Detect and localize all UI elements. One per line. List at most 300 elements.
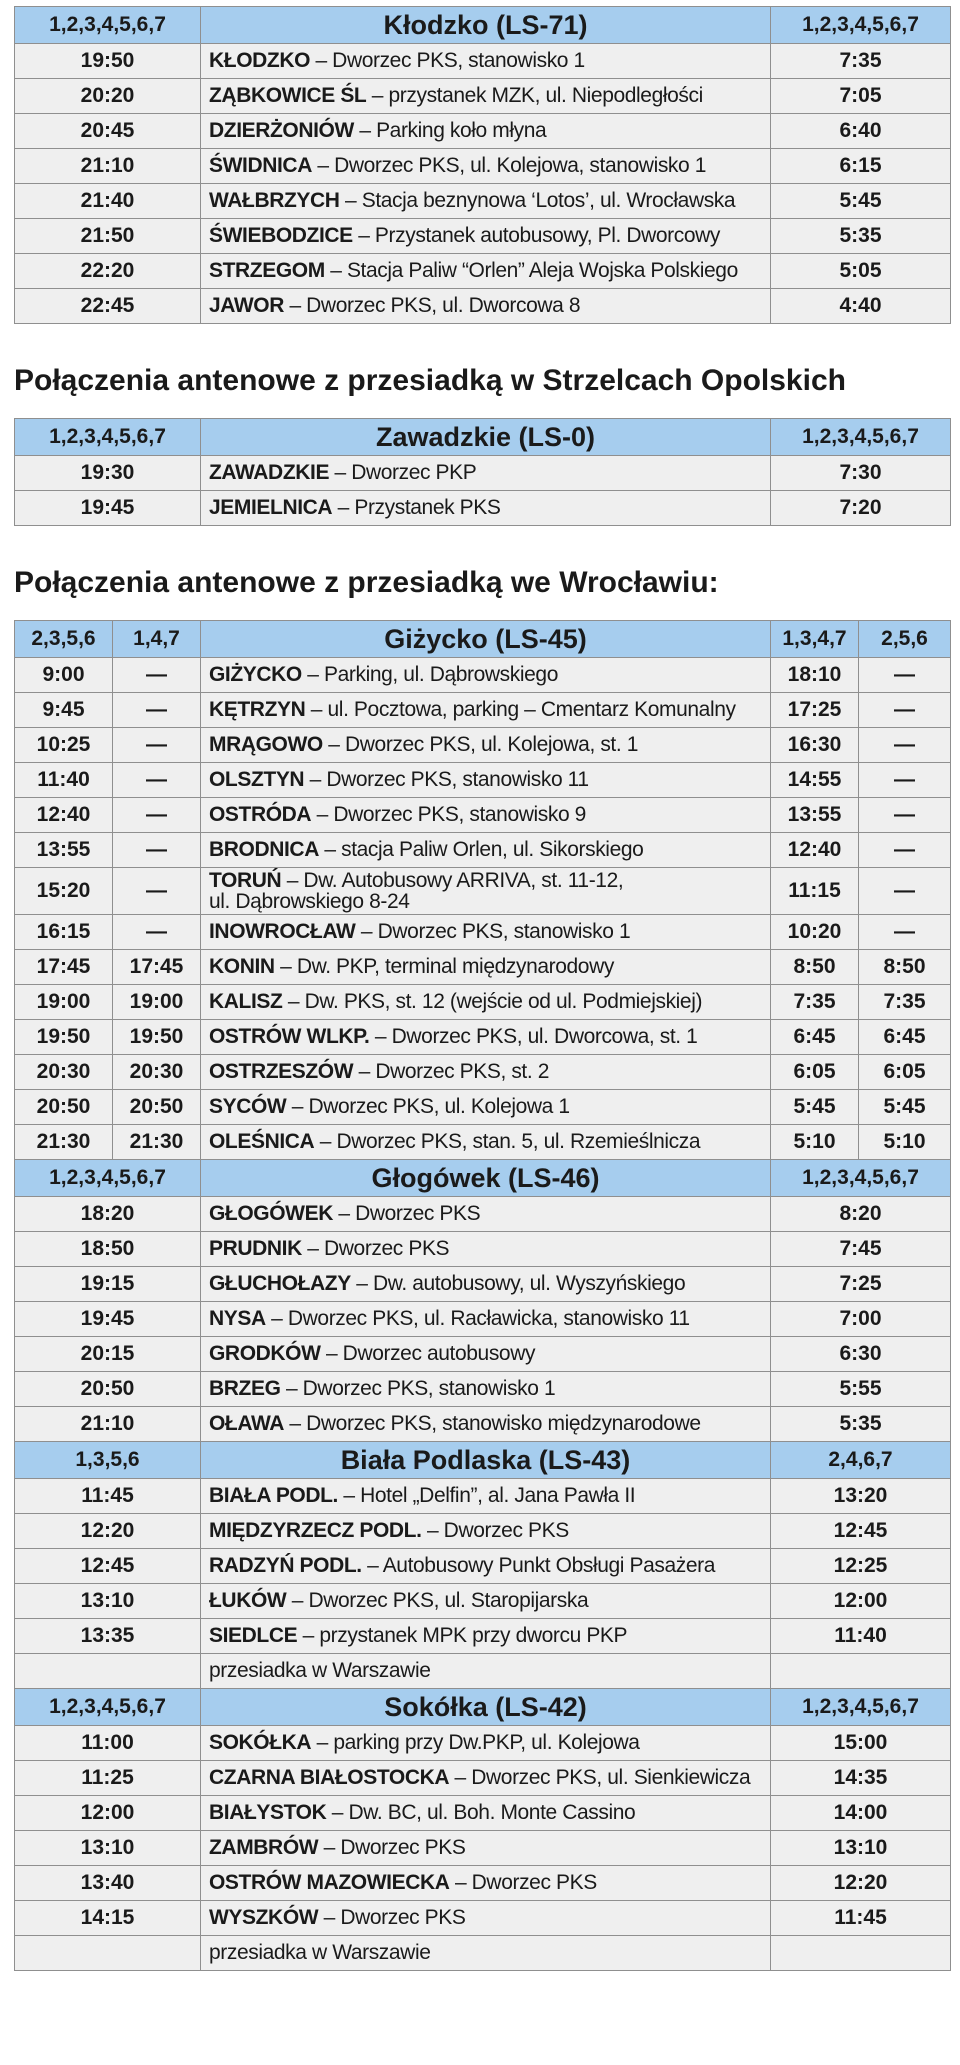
departure-time: 21:40 bbox=[15, 184, 201, 219]
time-b: 17:45 bbox=[113, 950, 201, 985]
time-a: 11:40 bbox=[15, 763, 113, 798]
departure-time: 21:50 bbox=[15, 219, 201, 254]
route-title: Sokółka (LS-42) bbox=[201, 1689, 771, 1726]
stop-details: – Dworzec PKS, ul. Kolejowa, stanowisko 1 bbox=[311, 154, 707, 177]
time-c: 7:35 bbox=[771, 985, 859, 1020]
stop-cell bbox=[201, 833, 771, 868]
departure-time: 19:45 bbox=[15, 1302, 201, 1337]
stop-cell bbox=[201, 1514, 771, 1549]
days-right: 1,2,3,4,5,6,7 bbox=[771, 1160, 951, 1197]
stop-name: ZAWADZKIE bbox=[209, 461, 330, 484]
stop-details: – Hotel „Delfin”, al. Jana Pawła II bbox=[337, 1484, 636, 1507]
time-a: 19:00 bbox=[15, 985, 113, 1020]
stop-cell bbox=[201, 1197, 771, 1232]
stop-cell bbox=[201, 456, 771, 491]
time-a: 12:40 bbox=[15, 798, 113, 833]
stop-details: – Dworzec PKS, ul. Kolejowa 1 bbox=[286, 1095, 570, 1118]
days-c: 1,3,4,7 bbox=[771, 621, 859, 658]
stop-name: OSTRÓW MAZOWIECKA bbox=[209, 1871, 450, 1894]
route-title: Głogówek (LS-46) bbox=[201, 1160, 771, 1197]
days-left: 1,2,3,4,5,6,7 bbox=[15, 419, 201, 456]
days-a: 2,3,5,6 bbox=[15, 621, 113, 658]
table-row bbox=[15, 219, 951, 254]
stop-details: – Dw. BC, ul. Boh. Monte Cassino bbox=[326, 1801, 636, 1824]
stop-details: – Dworzec PKS, st. 2 bbox=[353, 1060, 550, 1083]
time-c: 16:30 bbox=[771, 728, 859, 763]
stop-details: – Dworzec PKS bbox=[318, 1836, 466, 1859]
return-time: 8:20 bbox=[771, 1197, 951, 1232]
stop-name: CZARNA BIAŁOSTOCKA bbox=[209, 1766, 450, 1789]
table-row bbox=[15, 1232, 951, 1267]
no-service-dash: — bbox=[113, 728, 201, 763]
stop-cell bbox=[201, 658, 771, 693]
stop-name: OLSZTYN bbox=[209, 768, 305, 791]
time-d: 5:10 bbox=[859, 1125, 951, 1160]
table-row bbox=[15, 114, 951, 149]
return-time: 6:30 bbox=[771, 1337, 951, 1372]
departure-time: 20:50 bbox=[15, 1372, 201, 1407]
stop-name: GIŻYCKO bbox=[209, 663, 302, 686]
time-c: 10:20 bbox=[771, 915, 859, 950]
time-d: 8:50 bbox=[859, 950, 951, 985]
stop-name: ZAMBRÓW bbox=[209, 1836, 319, 1859]
stop-name: BIAŁA PODL. bbox=[209, 1484, 338, 1507]
table-row bbox=[15, 950, 951, 985]
stop-cell bbox=[201, 44, 771, 79]
table-row bbox=[15, 1267, 951, 1302]
return-time: 13:10 bbox=[771, 1831, 951, 1866]
table-row bbox=[15, 289, 951, 324]
route-title: Zawadzkie (LS-0) bbox=[201, 419, 771, 456]
stop-details: – Dworzec PKS, ul. Dworcowa, st. 1 bbox=[369, 1025, 698, 1048]
stop-details: – Stacja Paliw “Orlen” Aleja Wojska Polskiego bbox=[324, 259, 738, 282]
return-time: 12:00 bbox=[771, 1584, 951, 1619]
departure-time: 13:35 bbox=[15, 1619, 201, 1654]
table-row bbox=[15, 491, 951, 526]
departure-time: 19:15 bbox=[15, 1267, 201, 1302]
no-service-dash: — bbox=[859, 798, 951, 833]
stop-cell bbox=[201, 1549, 771, 1584]
table-row bbox=[15, 1549, 951, 1584]
stop-cell bbox=[201, 254, 771, 289]
departure-time: 20:20 bbox=[15, 79, 201, 114]
stop-cell bbox=[201, 184, 771, 219]
table-row bbox=[15, 254, 951, 289]
departure-time: 19:30 bbox=[15, 456, 201, 491]
stop-cell bbox=[201, 728, 771, 763]
time-b: 19:50 bbox=[113, 1020, 201, 1055]
return-time: 4:40 bbox=[771, 289, 951, 324]
time-b: 20:30 bbox=[113, 1055, 201, 1090]
route-header bbox=[15, 419, 951, 456]
stop-details: – Autobusowy Punkt Obsługi Pasażera bbox=[361, 1554, 716, 1577]
time-d: 5:45 bbox=[859, 1090, 951, 1125]
no-service-dash: — bbox=[113, 833, 201, 868]
time-a: 17:45 bbox=[15, 950, 113, 985]
stop-name: SOKÓŁKA bbox=[209, 1731, 312, 1754]
departure-time: 13:40 bbox=[15, 1866, 201, 1901]
stop-details: – Dworzec PKS bbox=[421, 1519, 569, 1542]
stop-cell bbox=[201, 985, 771, 1020]
transfer-note: przesiadka w Warszawie bbox=[201, 1654, 771, 1689]
stop-details: – Dworzec PKS bbox=[301, 1237, 450, 1260]
stop-name: STRZEGOM bbox=[209, 259, 325, 282]
stop-cell bbox=[201, 1761, 771, 1796]
departure-time: 22:20 bbox=[15, 254, 201, 289]
stop-name: KONIN bbox=[209, 955, 275, 978]
table-row bbox=[15, 868, 951, 915]
table-row bbox=[15, 763, 951, 798]
stop-name: INOWROCŁAW bbox=[209, 920, 356, 943]
time-a: 15:20 bbox=[15, 868, 113, 915]
departure-time: 20:15 bbox=[15, 1337, 201, 1372]
time-c: 11:15 bbox=[771, 868, 859, 915]
stop-cell bbox=[201, 915, 771, 950]
stop-name: MRĄGOWO bbox=[209, 733, 323, 756]
stop-details: – Dw. PKS, st. 12 (wejście od ul. Podmiejskiej) bbox=[282, 990, 703, 1013]
stop-name: OŁAWA bbox=[209, 1412, 284, 1435]
route-title: Giżycko (LS-45) bbox=[201, 621, 771, 658]
return-time: 7:05 bbox=[771, 79, 951, 114]
days-left: 1,2,3,4,5,6,7 bbox=[15, 7, 201, 44]
table-row bbox=[15, 915, 951, 950]
stop-name: ZĄBKOWICE ŚL bbox=[209, 84, 367, 107]
route-header bbox=[15, 1689, 951, 1726]
stop-name: OLEŚNICA bbox=[209, 1130, 315, 1153]
stop-cell bbox=[201, 1901, 771, 1936]
table-row bbox=[15, 1584, 951, 1619]
stop-cell bbox=[201, 693, 771, 728]
departure-time: 11:45 bbox=[15, 1479, 201, 1514]
stop-cell bbox=[201, 1302, 771, 1337]
stop-cell bbox=[201, 798, 771, 833]
table-row-note bbox=[15, 1936, 951, 1971]
stop-cell bbox=[201, 1125, 771, 1160]
route-header bbox=[15, 1160, 951, 1197]
table-row bbox=[15, 184, 951, 219]
stop-details: – przystanek MPK przy dworcu PKP bbox=[297, 1624, 628, 1647]
stop-details: – Dworzec PKS bbox=[449, 1871, 597, 1894]
table-row bbox=[15, 1302, 951, 1337]
departure-time: 12:20 bbox=[15, 1514, 201, 1549]
table-row bbox=[15, 1514, 951, 1549]
stop-cell bbox=[201, 149, 771, 184]
time-c: 5:45 bbox=[771, 1090, 859, 1125]
stop-details: – Stacja beznynowa ‘Lotos’, ul. Wrocławska bbox=[339, 189, 736, 212]
stop-cell bbox=[201, 491, 771, 526]
stop-cell bbox=[201, 1232, 771, 1267]
stop-name: WYSZKÓW bbox=[209, 1906, 319, 1929]
departure-time: 11:00 bbox=[15, 1726, 201, 1761]
route-header bbox=[15, 1442, 951, 1479]
return-time: 11:40 bbox=[771, 1619, 951, 1654]
stop-details: – Przystanek PKS bbox=[332, 496, 501, 519]
stop-details: – Przystanek autobusowy, Pl. Dworcowy bbox=[352, 224, 721, 247]
return-time: 5:45 bbox=[771, 184, 951, 219]
stop-name: SYCÓW bbox=[209, 1095, 287, 1118]
stop-name: KĘTRZYN bbox=[209, 698, 306, 721]
no-service-dash: — bbox=[859, 728, 951, 763]
departure-time: 21:10 bbox=[15, 149, 201, 184]
stop-details: – Dworzec PKS, stanowisko 1 bbox=[355, 920, 631, 943]
time-c: 6:05 bbox=[771, 1055, 859, 1090]
stop-details: – Dworzec PKS, stanowisko międzynarodowe bbox=[284, 1412, 701, 1435]
table-row bbox=[15, 1125, 951, 1160]
return-time: 5:55 bbox=[771, 1372, 951, 1407]
stop-name: NYSA bbox=[209, 1307, 266, 1330]
stop-name: DZIERŻONIÓW bbox=[209, 119, 354, 142]
stop-cell bbox=[201, 1267, 771, 1302]
no-service-dash: — bbox=[113, 915, 201, 950]
time-a: 10:25 bbox=[15, 728, 113, 763]
table-row bbox=[15, 1901, 951, 1936]
stop-details: – Parking koło młyna bbox=[353, 119, 547, 142]
return-time: 7:35 bbox=[771, 44, 951, 79]
stop-cell bbox=[201, 219, 771, 254]
stop-name: PRUDNIK bbox=[209, 1237, 302, 1260]
stop-details: – ul. Pocztowa, parking – Cmentarz Komunalny bbox=[305, 698, 736, 721]
table-row bbox=[15, 1372, 951, 1407]
table-row bbox=[15, 1866, 951, 1901]
table-row bbox=[15, 833, 951, 868]
stop-details: – Dworzec PKS, ul. Dworcowa 8 bbox=[284, 294, 581, 317]
time-c: 8:50 bbox=[771, 950, 859, 985]
no-service-dash: — bbox=[113, 798, 201, 833]
departure-time: 22:45 bbox=[15, 289, 201, 324]
stop-details: – Dworzec PKS bbox=[332, 1202, 481, 1225]
no-service-dash: — bbox=[113, 868, 201, 915]
departure-time: 18:20 bbox=[15, 1197, 201, 1232]
table-row bbox=[15, 1479, 951, 1514]
return-time: 5:35 bbox=[771, 1407, 951, 1442]
table-row bbox=[15, 985, 951, 1020]
stop-details: – Dworzec PKS, ul. Staropijarska bbox=[286, 1589, 589, 1612]
stop-details: – Dworzec PKS, ul. Kolejowa, st. 1 bbox=[322, 733, 638, 756]
days-left: 1,3,5,6 bbox=[15, 1442, 201, 1479]
stop-details-line2: ul. Dąbrowskiego 8-24 bbox=[209, 890, 410, 913]
stop-name: KALISZ bbox=[209, 990, 283, 1013]
time-a: 9:00 bbox=[15, 658, 113, 693]
stop-cell bbox=[201, 1796, 771, 1831]
return-time: 5:35 bbox=[771, 219, 951, 254]
return-time: 13:20 bbox=[771, 1479, 951, 1514]
stop-name: OSTRZESZÓW bbox=[209, 1060, 354, 1083]
stop-name: ŚWIEBODZICE bbox=[209, 224, 353, 247]
stop-name: GRODKÓW bbox=[209, 1342, 321, 1365]
time-d: 6:05 bbox=[859, 1055, 951, 1090]
time-c: 14:55 bbox=[771, 763, 859, 798]
time-c: 13:55 bbox=[771, 798, 859, 833]
time-a: 19:50 bbox=[15, 1020, 113, 1055]
stop-name: BRZEG bbox=[209, 1377, 281, 1400]
departure-time: 11:25 bbox=[15, 1761, 201, 1796]
table-row bbox=[15, 1619, 951, 1654]
time-a: 21:30 bbox=[15, 1125, 113, 1160]
stop-name: ŁUKÓW bbox=[209, 1589, 287, 1612]
days-left: 1,2,3,4,5,6,7 bbox=[15, 1689, 201, 1726]
return-time: 7:20 bbox=[771, 491, 951, 526]
stop-name: BIAŁYSTOK bbox=[209, 1801, 327, 1824]
return-time: 12:45 bbox=[771, 1514, 951, 1549]
time-b: 20:50 bbox=[113, 1090, 201, 1125]
time-a: 20:30 bbox=[15, 1055, 113, 1090]
departure-time: 19:45 bbox=[15, 491, 201, 526]
table-row bbox=[15, 79, 951, 114]
return-time: 7:45 bbox=[771, 1232, 951, 1267]
no-service-dash: — bbox=[859, 693, 951, 728]
stop-details: – Dworzec PKS, stanowisko 11 bbox=[304, 768, 589, 791]
table-row bbox=[15, 44, 951, 79]
return-time: 5:05 bbox=[771, 254, 951, 289]
table-row bbox=[15, 658, 951, 693]
time-d: 6:45 bbox=[859, 1020, 951, 1055]
departure-time: 20:45 bbox=[15, 114, 201, 149]
time-c: 5:10 bbox=[771, 1125, 859, 1160]
table-row bbox=[15, 728, 951, 763]
return-time: 7:00 bbox=[771, 1302, 951, 1337]
return-time: 6:40 bbox=[771, 114, 951, 149]
stop-details: – Dworzec autobusowy bbox=[320, 1342, 536, 1365]
time-b: 21:30 bbox=[113, 1125, 201, 1160]
no-service-dash: — bbox=[859, 658, 951, 693]
departure-time: 21:10 bbox=[15, 1407, 201, 1442]
stop-cell bbox=[201, 1407, 771, 1442]
stop-name: OSTRÓDA bbox=[209, 803, 312, 826]
no-service-dash: — bbox=[113, 693, 201, 728]
stop-cell bbox=[201, 1337, 771, 1372]
stop-cell bbox=[201, 79, 771, 114]
time-c: 6:45 bbox=[771, 1020, 859, 1055]
time-a: 9:45 bbox=[15, 693, 113, 728]
stop-cell bbox=[201, 950, 771, 985]
stop-name: WAŁBRZYCH bbox=[209, 189, 340, 212]
time-b: 19:00 bbox=[113, 985, 201, 1020]
stop-cell bbox=[201, 1479, 771, 1514]
table-row bbox=[15, 1055, 951, 1090]
days-right: 1,2,3,4,5,6,7 bbox=[771, 1689, 951, 1726]
time-c: 18:10 bbox=[771, 658, 859, 693]
departure-time: 12:00 bbox=[15, 1796, 201, 1831]
return-time: 12:25 bbox=[771, 1549, 951, 1584]
stop-details: – Dw. autobusowy, ul. Wyszyńskiego bbox=[350, 1272, 686, 1295]
table-row bbox=[15, 1020, 951, 1055]
stop-details: – Dw. PKP, terminal międzynarodowy bbox=[274, 955, 614, 978]
section-title-wroclaw: Połączenia antenowe z przesiadką we Wrocławiu: bbox=[14, 566, 719, 599]
timetable-wroclaw bbox=[14, 620, 951, 1971]
timetable-zawadzkie bbox=[14, 418, 951, 526]
no-service-dash: — bbox=[113, 658, 201, 693]
table-row bbox=[15, 456, 951, 491]
days-left: 1,2,3,4,5,6,7 bbox=[15, 1160, 201, 1197]
table-row bbox=[15, 1796, 951, 1831]
stop-name: GŁUCHOŁAZY bbox=[209, 1272, 351, 1295]
stop-cell bbox=[201, 1866, 771, 1901]
stop-details: – Dworzec PKS, stanowisko 1 bbox=[280, 1377, 556, 1400]
return-time: 15:00 bbox=[771, 1726, 951, 1761]
stop-details: – Dworzec PKP bbox=[329, 461, 477, 484]
return-time: 12:20 bbox=[771, 1866, 951, 1901]
route-title: Biała Podlaska (LS-43) bbox=[201, 1442, 771, 1479]
departure-time: 19:50 bbox=[15, 44, 201, 79]
transfer-note: przesiadka w Warszawie bbox=[201, 1936, 771, 1971]
table-row bbox=[15, 1726, 951, 1761]
route-header bbox=[15, 621, 951, 658]
stop-cell bbox=[201, 1020, 771, 1055]
no-service-dash: — bbox=[859, 763, 951, 798]
stop-cell bbox=[201, 1619, 771, 1654]
departure-time: 12:45 bbox=[15, 1549, 201, 1584]
table-row bbox=[15, 1761, 951, 1796]
stop-name: KŁODZKO bbox=[209, 49, 311, 72]
table-row-note bbox=[15, 1654, 951, 1689]
no-service-dash: — bbox=[859, 868, 951, 915]
stop-cell bbox=[201, 1055, 771, 1090]
time-d: 7:35 bbox=[859, 985, 951, 1020]
stop-details: – Dworzec PKS, ul. Sienkiewicza bbox=[449, 1766, 751, 1789]
stop-name: SIEDLCE bbox=[209, 1624, 298, 1647]
stop-details: – przystanek MZK, ul. Niepodległości bbox=[366, 84, 703, 107]
return-time: 14:00 bbox=[771, 1796, 951, 1831]
route-header bbox=[15, 7, 951, 44]
stop-cell bbox=[201, 1831, 771, 1866]
table-row bbox=[15, 798, 951, 833]
table-row bbox=[15, 149, 951, 184]
stop-details: – parking przy Dw.PKP, ul. Kolejowa bbox=[311, 1731, 640, 1754]
return-time: 7:30 bbox=[771, 456, 951, 491]
stop-details: – stacja Paliw Orlen, ul. Sikorskiego bbox=[318, 838, 644, 861]
stop-cell bbox=[201, 1372, 771, 1407]
stop-name: OSTRÓW WLKP. bbox=[209, 1025, 370, 1048]
table-row bbox=[15, 693, 951, 728]
timetable-klodzko bbox=[14, 6, 951, 324]
stop-details: – Dw. Autobusowy ARRIVA, st. 11-12, bbox=[281, 869, 624, 892]
departure-time: 13:10 bbox=[15, 1584, 201, 1619]
stop-name: RADZYŃ PODL. bbox=[209, 1554, 362, 1577]
departure-time: 13:10 bbox=[15, 1831, 201, 1866]
stop-cell bbox=[201, 1726, 771, 1761]
table-row bbox=[15, 1337, 951, 1372]
stop-cell bbox=[201, 868, 771, 915]
stop-name: BRODNICA bbox=[209, 838, 319, 861]
stop-details: – Parking, ul. Dąbrowskiego bbox=[301, 663, 558, 686]
days-right: 2,4,6,7 bbox=[771, 1442, 951, 1479]
stop-cell bbox=[201, 763, 771, 798]
return-time: 7:25 bbox=[771, 1267, 951, 1302]
days-right: 1,2,3,4,5,6,7 bbox=[771, 419, 951, 456]
time-c: 17:25 bbox=[771, 693, 859, 728]
stop-details: – Dworzec PKS, ul. Racławicka, stanowisko 11 bbox=[265, 1307, 690, 1330]
return-time: 6:15 bbox=[771, 149, 951, 184]
time-c: 12:40 bbox=[771, 833, 859, 868]
stop-cell bbox=[201, 289, 771, 324]
stop-cell bbox=[201, 1584, 771, 1619]
no-service-dash: — bbox=[859, 915, 951, 950]
no-service-dash: — bbox=[113, 763, 201, 798]
stop-name: MIĘDZYRZECZ PODL. bbox=[209, 1519, 422, 1542]
stop-details: – Dworzec PKS, stan. 5, ul. Rzemieślnicza bbox=[314, 1130, 701, 1153]
no-service-dash: — bbox=[859, 833, 951, 868]
stop-name: ŚWIDNICA bbox=[209, 154, 312, 177]
days-b: 1,4,7 bbox=[113, 621, 201, 658]
section-title-strzelce: Połączenia antenowe z przesiadką w Strzelcach Opolskich bbox=[14, 364, 846, 397]
stop-details: – Dworzec PKS, stanowisko 9 bbox=[311, 803, 586, 826]
stop-name: JEMIELNICA bbox=[209, 496, 333, 519]
route-title: Kłodzko (LS-71) bbox=[201, 7, 771, 44]
stop-details: – Dworzec PKS, stanowisko 1 bbox=[310, 49, 585, 72]
days-d: 2,5,6 bbox=[859, 621, 951, 658]
stop-cell bbox=[201, 114, 771, 149]
stop-cell bbox=[201, 1090, 771, 1125]
